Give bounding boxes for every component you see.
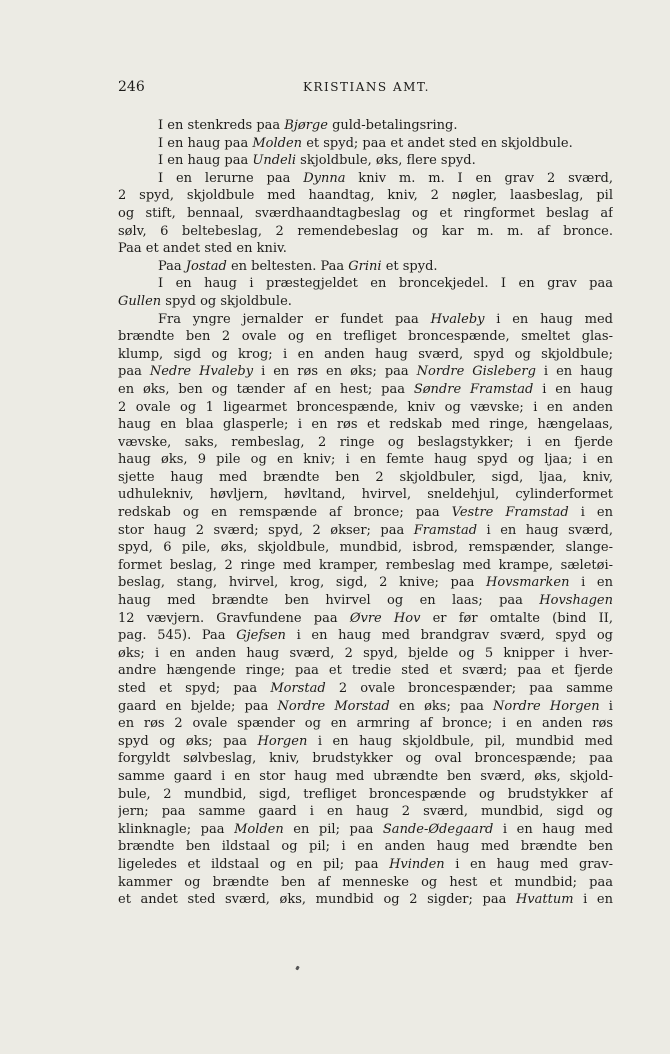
line-text: samme gaard i en stor haug med ubrændte ben sværd, øks, skjold- — [118, 768, 613, 784]
text-line — [118, 223, 613, 241]
line-text: brændte ben 2 ovale og en trefliget broncespænde, smeltet glas- — [118, 329, 613, 345]
line-text: og stift, bennaal, sværdhaandtagbeslag og et ringformet beslag af — [118, 205, 613, 221]
text-line — [118, 627, 613, 645]
place-name: Horgen — [257, 733, 308, 749]
text-line — [118, 399, 613, 417]
line-text: i en haug med grav- — [444, 856, 613, 872]
place-name: Søndre Framstad — [413, 381, 534, 397]
line-text: Fra yngre jernalder er fundet paa — [158, 311, 431, 327]
line-text: en øks, ben og tænder af en hest; paa — [118, 381, 414, 397]
line-text: i en haug med — [484, 311, 613, 327]
line-text: et andet sted sværd, øks, mundbid og 2 sigder; paa — [118, 892, 516, 908]
line-text: i en haug skjoldbule, pil, mundbid med — [307, 733, 613, 749]
line-text: sjette haug med brændte ben 2 skjoldbuler, sigd, ljaa, kniv, — [118, 469, 613, 485]
line-text: sted et spyd; paa — [118, 681, 271, 696]
line-text: jern; paa samme gaard i en haug 2 sværd, mundbid, sigd og — [118, 804, 613, 820]
text-line — [118, 891, 613, 909]
place-name: Hovshagen — [539, 593, 613, 609]
line-text: I en haug paa — [158, 153, 253, 169]
line-text: i en haug med brandgrav sværd, spyd og — [285, 628, 613, 644]
line-text: spyd og øks; paa — [118, 733, 258, 749]
line-text: spyd og skjoldbule. — [161, 293, 292, 309]
line-text: 2 ovale og 1 ligearmet broncespænde, kniv og vævske; i en anden — [118, 399, 613, 415]
line-text: gaard en bjelde; paa — [118, 698, 278, 714]
text-line — [118, 363, 613, 381]
line-text: i en haug sværd, — [477, 522, 613, 538]
text-line — [118, 874, 613, 892]
text-line — [118, 645, 613, 663]
place-name: Gullen — [118, 293, 162, 309]
line-text: i en røs en øks; paa — [253, 364, 417, 380]
line-text: ligeledes et ildstaal og en pil; paa — [118, 856, 390, 872]
place-name: Grini — [348, 258, 382, 274]
ink-speck — [295, 966, 300, 971]
text-line — [118, 275, 613, 293]
line-text: en røs 2 ovale spænder og en armring af bronce; i en anden røs — [118, 716, 613, 732]
line-text: 2 ovale broncespænder; paa samme — [325, 681, 613, 696]
line-text: forgyldt sølvbeslag, kniv, brudstykker og oval broncespænde; paa — [118, 751, 613, 767]
line-text: pag. 545). Paa — [118, 628, 237, 644]
text-line — [118, 205, 613, 223]
line-text: I en lerurne paa — [158, 170, 304, 186]
line-text: et spyd; paa et andet sted en skjoldbule. — [302, 135, 573, 151]
line-text: 2 spyd, skjoldbule med haandtag, kniv, 2 nøgler, laasbeslag, pil — [118, 188, 613, 204]
text-line — [118, 574, 613, 592]
place-name: Hvattum — [515, 892, 574, 908]
text-line — [118, 469, 613, 487]
place-name: Vestre Framstad — [451, 505, 569, 521]
line-text: formet beslag, 2 ringe med kramper, rembeslag med krampe, sæletøi- — [118, 557, 613, 573]
line-text: redskab og en remspænde af bronce; paa — [118, 505, 452, 521]
text-line — [118, 768, 613, 786]
line-text: haug en blaa glasperle; i en røs et redskab med ringe, hængelaas, — [118, 417, 613, 433]
line-text: i en — [568, 505, 613, 521]
line-text: Paa — [158, 258, 186, 274]
line-text: I en stenkreds paa — [158, 118, 285, 133]
text-line — [118, 240, 613, 258]
text-line — [118, 698, 613, 716]
line-text: bule, 2 mundbid, sigd, trefliget broncespænde og brudstykker af — [118, 786, 613, 802]
text-line — [118, 786, 613, 804]
line-text: sølv, 6 beltebeslag, 2 remendebeslag og kar m. m. af bronce. — [118, 223, 613, 239]
text-line — [118, 346, 613, 364]
text-line — [118, 662, 613, 680]
line-text: en pil; paa — [283, 821, 383, 837]
running-title: KRISTIANS AMT. — [303, 80, 430, 94]
line-text: en øks; paa — [389, 698, 494, 714]
line-text: kniv m. m. I en grav 2 sværd, — [345, 170, 613, 186]
text-line — [118, 522, 613, 540]
line-text: i — [599, 698, 613, 714]
body-text — [118, 117, 613, 909]
line-text: vævske, saks, rembeslag, 2 ringe og beslagstykker; i en fjerde — [118, 434, 613, 450]
text-line — [118, 838, 613, 856]
place-name: Øvre Hov — [349, 610, 421, 626]
line-text: brændte ben ildstaal og pil; i en anden haug med brændte ben — [118, 839, 613, 855]
line-text: Paa et andet sted en kniv. — [118, 241, 287, 257]
line-text: klinknagle; paa — [118, 821, 235, 837]
place-name: Framstad — [413, 522, 478, 538]
line-text: guld-betalingsring. — [327, 118, 458, 133]
line-text: spyd, 6 pile, øks, skjoldbule, mundbid, isbrod, remspænder, slange- — [118, 540, 613, 556]
place-name: Nordre Gisleberg — [416, 364, 536, 380]
text-line — [118, 733, 613, 751]
text-line — [118, 328, 613, 346]
text-line — [118, 592, 613, 610]
line-text: 12 vævjern. Gravfundene paa — [118, 610, 350, 626]
line-text: i en haug — [535, 364, 613, 380]
place-name: Hvaleby — [430, 311, 485, 327]
line-text: klump, sigd og krog; i en anden haug sværd, spyd og skjoldbule; — [118, 346, 613, 362]
place-name: Nordre Morstad — [277, 698, 390, 714]
line-text: er før omtalte (bind II, — [420, 610, 613, 626]
text-line — [118, 117, 613, 135]
line-text: haug øks, 9 pile og en kniv; i en femte haug spyd og ljaa; i en — [118, 452, 613, 468]
place-name: Undeli — [252, 153, 297, 169]
place-name: Hvinden — [389, 856, 445, 872]
line-text: skjoldbule, øks, flere spyd. — [296, 153, 476, 169]
text-line — [118, 557, 613, 575]
text-line — [118, 311, 613, 329]
text-line — [118, 451, 613, 469]
text-line — [118, 750, 613, 768]
text-line — [118, 152, 613, 170]
text-line — [118, 416, 613, 434]
line-text: I en haug paa — [158, 135, 253, 151]
place-name: Sande-Ødegaard — [382, 821, 494, 837]
text-line — [118, 486, 613, 504]
line-text: i en haug — [533, 381, 613, 397]
text-line — [118, 539, 613, 557]
text-line — [118, 610, 613, 628]
place-name: Molden — [252, 135, 303, 151]
line-text: stor haug 2 sværd; spyd, 2 økser; paa — [118, 522, 414, 538]
text-line — [118, 434, 613, 452]
page-number: 246 — [118, 79, 145, 95]
text-line — [118, 258, 613, 276]
line-text: andre hængende ringe; paa et tredie sted et sværd; paa et fjerde — [118, 663, 613, 679]
text-line — [118, 821, 613, 839]
line-text: paa — [118, 364, 150, 380]
line-text: kammer og brændte ben af menneske og hest et mundbid; paa — [118, 874, 613, 890]
line-text: et spyd. — [381, 258, 438, 274]
line-text: haug med brændte ben hvirvel og en laas; paa — [118, 593, 540, 609]
text-line — [118, 293, 613, 311]
place-name: Dynna — [303, 170, 346, 186]
place-name: Jostad — [185, 258, 227, 274]
line-text: i en — [573, 892, 613, 908]
line-text: i en haug med — [493, 821, 613, 837]
line-text: udhulekniv, høvljern, høvltand, hvirvel, sneldehjul, cylinderformet — [118, 487, 613, 503]
place-name: Gjefsen — [236, 628, 286, 644]
place-name: Bjørge — [284, 118, 328, 133]
text-line — [118, 803, 613, 821]
text-line — [118, 680, 613, 698]
text-line — [118, 504, 613, 522]
running-header — [118, 79, 615, 99]
text-line — [118, 856, 613, 874]
place-name: Nedre Hvaleby — [149, 364, 254, 380]
place-name: Nordre Horgen — [493, 698, 600, 714]
line-text: en beltesten. Paa — [226, 258, 349, 274]
place-name: Hovsmarken — [486, 575, 570, 591]
line-text: øks; i en anden haug sværd, 2 spyd, bjelde og 5 knipper i hver- — [118, 645, 613, 661]
line-text: i en — [569, 575, 613, 591]
text-line — [118, 187, 613, 205]
place-name: Morstad — [270, 681, 326, 696]
place-name: Molden — [234, 821, 284, 837]
line-text: beslag, stang, hvirvel, krog, sigd, 2 knive; paa — [118, 575, 487, 591]
text-line — [118, 715, 613, 733]
text-line — [118, 170, 613, 188]
line-text: I en haug i præstegjeldet en broncekjedel. I en grav paa — [158, 276, 613, 292]
text-line — [118, 381, 613, 399]
text-line — [118, 135, 613, 153]
